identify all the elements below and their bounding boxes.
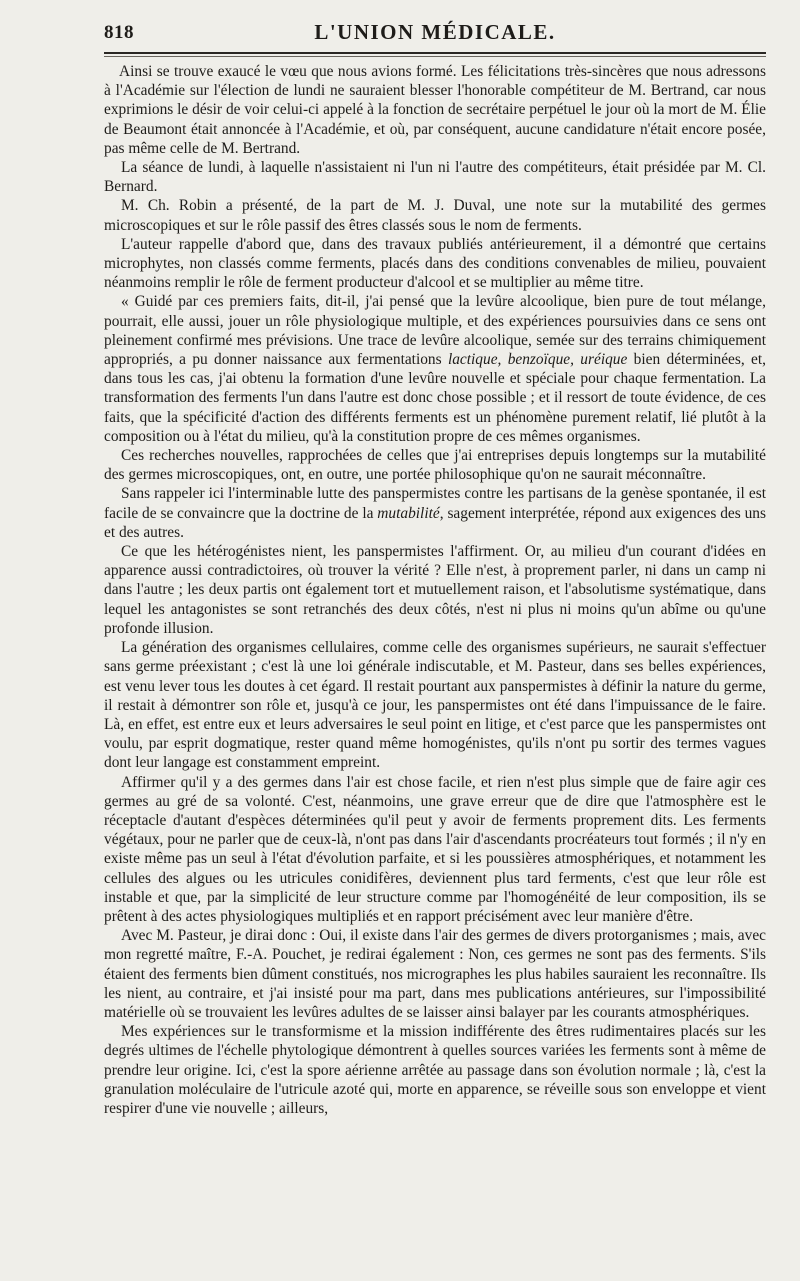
paragraph: « Guidé par ces premiers faits, dit-il, j'ai pensé que la levûre alcoolique, bien pure de tout mélange, pourrait, elle aussi, jouer un rôle physiologique multiple, et des expériences poursuivies dans ce sens ont pleinement confirmé mes prévisions. Une trace de levûre alcoolique, semée sur des terrains chimiquement appropriés, a pu donner naissance aux fermentations lactique, benzoïque, uréique bien déterminées, et, dans tous les cas, j'ai obtenu la formation d'une levûre nouvelle et spéciale pour chaque fermentation. La transformation des ferments l'un dans l'autre est donc chose possible ; et il ressort de toute évidence, de ces faits, que la spécificité d'action des différents ferments est un phénomène purement relatif, lié plutôt à la composition ou à l'état du milieu, qu'à la constitution propre de ces mêmes organismes. (104, 293, 766, 445)
running-head: L'UNION MÉDICALE. (314, 20, 556, 44)
paragraph: L'auteur rappelle d'abord que, dans des travaux publiés antérieurement, il a démontré que certains microphytes, non classés comme ferments, placés dans des conditions convenables de milieu, pouvaient néanmoins remplir le rôle de ferment producteur d'alcool et se multiplier au même titre. (104, 235, 766, 292)
paragraph: Ainsi se trouve exaucé le vœu que nous avions formé. Les félicitations très-sincères que nous adressons à l'Académie sur l'élection de lundi ne sauraient blesser l'honorable compétiteur de M. Bertrand, car nous exprimions le désir de voir celui-ci appelé à la fonction de secrétaire perpétuel le jour où la mort de M. Élie de Beaumont était annoncée à l'Académie, et où, par conséquent, aucune candidature n'était encore posée, pas même celle de M. Bertrand. (104, 63, 766, 157)
page-number: 818 (104, 22, 134, 43)
article-body (104, 62, 766, 1118)
paragraph: Ce que les hétérogénistes nient, les panspermistes l'affirment. Or, au milieu d'un courant d'idées en apparence aussi contradictoires, où trouver la vérité ? Elle n'est, à proprement parler, ni dans un camp ni dans l'autre ; les deux partis ont également tort et mutuellement raison, et l'absolutisme systématique, dans lequel les antagonistes se sont retranchés des deux côtés, n'est ni plus ni moins qu'un abîme ou qu'une profonde illusion. (104, 543, 766, 637)
header-rule-thin (104, 56, 766, 57)
paragraph: M. Ch. Robin a présenté, de la part de M. J. Duval, une note sur la mutabilité des germes microscopiques et sur le rôle passif des êtres classés sous le nom de ferments. (104, 197, 766, 234)
paragraph: Avec M. Pasteur, je dirai donc : Oui, il existe dans l'air des germes de divers protorganismes ; mais, avec mon regretté maître, F.-A. Pouchet, je redirai également : Non, ces germes ne sont pas des ferments. S'ils étaient des ferments bien dûment constitués, nos micrographes les plus habiles sauraient les reconnaître. Ils les nient, au contraire, et j'ai insisté pour ma part, dans mes publications antérieures, sur l'impossibilité matérielle où se trouvaient les levûres adultes de se laisser ainsi balayer par les courants atmosphériques. (104, 927, 766, 1021)
page-header (104, 18, 766, 46)
italic-term: mutabilité (377, 504, 440, 522)
paragraph: La génération des organismes cellulaires, comme celle des organismes supérieurs, ne saurait s'effectuer sans germe préexistant ; c'est là une loi générale indiscutable, et M. Pasteur, dans ses belles expériences, est venu lever tous les doutes à cet égard. Il restait pourtant aux panspermistes à définir la nature du germe, il restait à démontrer son rôle et, jusqu'à ce jour, les panspermistes ont été dans l'impuissance de le faire. Là, en effet, est entre eux et leurs adversaires le seul point en litige, et c'est parce que les panspermistes ont voulu, par esprit dogmatique, rester quand même homogénistes, qu'ils n'ont pu sortir des termes vagues dont leur langage est constamment empreint. (104, 639, 766, 772)
paragraph: Mes expériences sur le transformisme et la mission indifférente des êtres rudimentaires placés sur les degrés ultimes de l'échelle phytologique démontrent à quelles sources variées les ferments sont à même de prendre leur origine. Ici, c'est la spore aérienne arrêtée au passage dans son évolution normale ; là, c'est la granulation moléculaire de l'utricule azoté qui, morte en apparence, se réveille sous son enveloppe et vient respirer d'une vie nouvelle ; ailleurs, (104, 1023, 766, 1117)
italic-term: lactique, benzoïque, uréique (447, 351, 628, 369)
header-rule (104, 52, 766, 54)
paragraph: Affirmer qu'il y a des germes dans l'air est chose facile, et rien n'est plus simple que de faire agir ces germes au gré de sa volonté. C'est, néanmoins, une grave erreur que de dire que l'atmosphère est le réceptacle d'autant d'espèces déterminées qu'il peut y avoir de ferments proprement dits. Les ferments végétaux, pour ne parler que de ceux-là, n'ont pas dans l'air d'ascendants procréateurs tout formés ; il n'y en existe même pas un seul à l'état d'évolution parfaite, et si les poussières atmosphériques, et notamment les cellules des algues ou les utricules conidifères, deviennent plus tard ferments, c'est que leur rôle est instable et que, par la simplicité de leur structure comme par l'homogénéité de leur composition, ils se prêtent à des actes physiologiques multipliés et en rapport précisément avec leur manière d'être. (104, 773, 766, 925)
paragraph: La séance de lundi, à laquelle n'assistaient ni l'un ni l'autre des compétiteurs, était présidée par M. Cl. Bernard. (104, 159, 766, 196)
paragraph: Sans rappeler ici l'interminable lutte des panspermistes contre les partisans de la genèse spontanée, il est facile de se convaincre que la doctrine de la mutabilité, sagement interprétée, répond aux exigences des uns et des autres. (104, 485, 766, 541)
paragraph: Ces recherches nouvelles, rapprochées de celles que j'ai entreprises depuis longtemps sur la mutabilité des germes microscopiques, ont, en outre, une portée philosophique qu'on ne saurait méconnaître. (104, 447, 766, 484)
